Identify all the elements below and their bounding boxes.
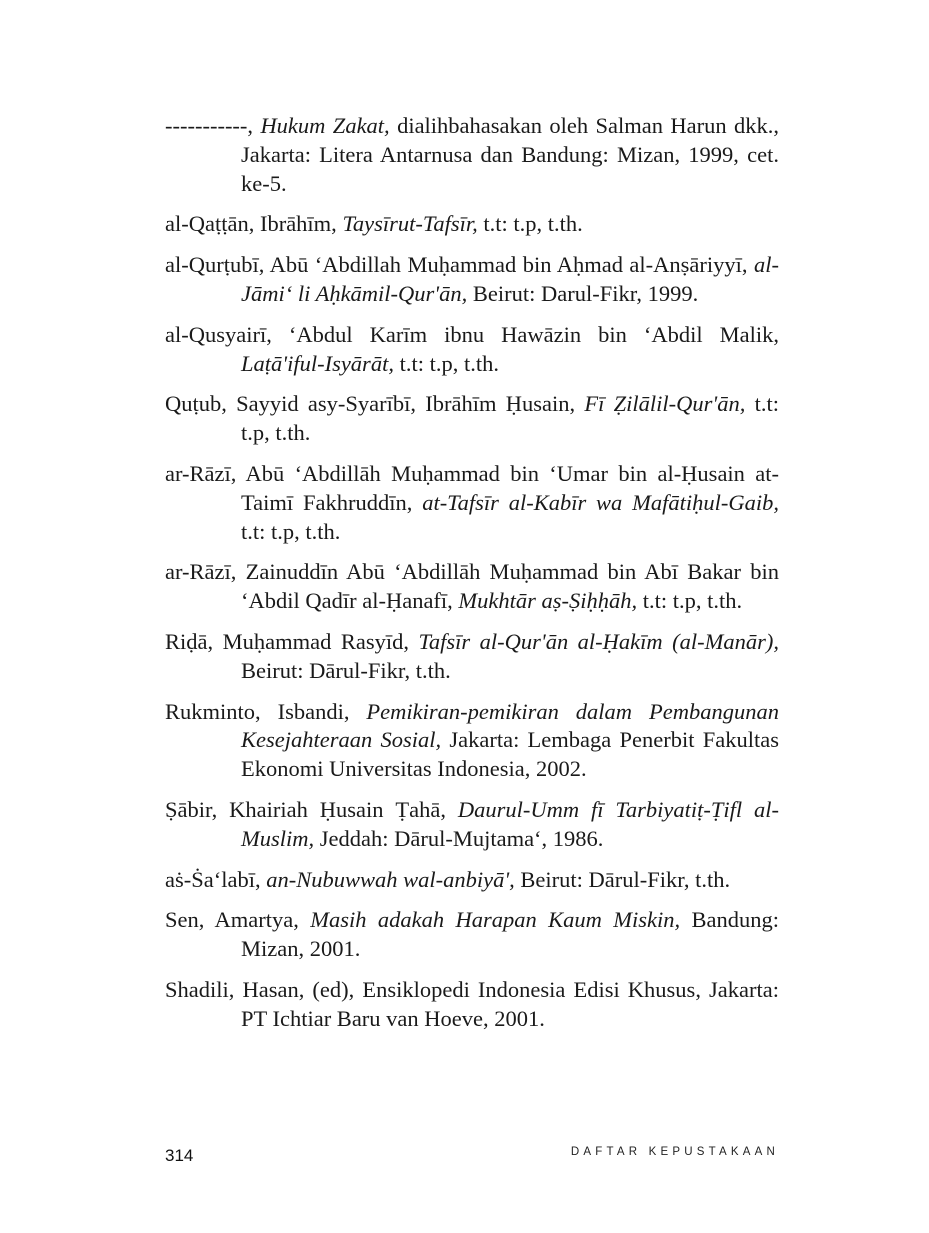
bibliography-entry: [165, 906, 779, 964]
entry-author: Riḍā, Muḥammad Rasyīd,: [165, 628, 419, 654]
entry-publication: Beirut: Darul-Fikr, 1999.: [467, 280, 699, 306]
entry-title: an-Nubuwwah wal-anbiyā',: [266, 866, 515, 892]
bibliography-entry: [165, 628, 779, 686]
entry-author: ar-Rāzī, Abū ‘Abdillāh Muḥammad bin ‘Umar bin al-Ḥusain at-Taimī Fakhruddīn,: [165, 460, 779, 515]
bibliography-entry: [165, 210, 779, 239]
entry-title: Pemikiran-pemikiran dalam Pembangunan Kesejahteraan Sosial,: [241, 698, 779, 753]
entry-publication: Beirut: Dārul-Fikr, t.th.: [514, 866, 731, 892]
bibliography-entry: [165, 112, 779, 198]
entry-author: Shadili, Hasan, (ed), Ensiklopedi Indonesia Edisi Khusus, Jakarta: PT Ichtiar Baru van Hoeve, 2001.: [165, 976, 779, 1031]
bibliography-entry: [165, 321, 779, 379]
entry-publication: dialihbahasakan oleh Salman Harun dkk., Jakarta: Litera Antarnusa dan Bandung: Mizan, 1999, cet. ke-5.: [241, 113, 779, 196]
entry-title: Tafsīr al-Qur'ān al-Ḥakīm (al-Manār),: [418, 628, 779, 654]
bibliography-entry: [165, 390, 779, 448]
bibliography-list: [165, 112, 779, 1046]
bibliography-entry: [165, 251, 779, 309]
running-footer-title: DAFTAR KEPUSTAKAAN: [570, 1146, 779, 1158]
entry-title: Fī Ẓilālil-Qur'ān,: [584, 391, 746, 417]
entry-publication: t.t: t.p, t.th.: [477, 211, 583, 237]
entry-title: at-Tafsīr al-Kabīr wa Mafātiḥul-Gaib,: [422, 489, 779, 515]
entry-author: Rukminto, Isbandi,: [165, 698, 367, 724]
entry-title: Hukum Zakat,: [260, 113, 390, 138]
bibliography-entry: [165, 866, 779, 895]
entry-publication: Beirut: Dārul-Fikr, t.th.: [241, 657, 451, 683]
entry-publication: Jeddah: Dārul-Mujtama‘, 1986.: [314, 825, 604, 851]
entry-title: al-Jāmi‘ li Aḥkāmil-Qur'ān,: [241, 252, 779, 306]
entry-author: Quṭub, Sayyid asy-Syarībī, Ibrāhīm Ḥusain,: [165, 391, 585, 417]
page-number: 314: [165, 1146, 194, 1165]
entry-title: Mukhtār aṣ-Ṣiḥḥāh,: [458, 588, 638, 614]
bibliography-entry: [165, 558, 779, 616]
bibliography-entry: [165, 976, 779, 1034]
entry-publication: t.t: t.p, t.th.: [241, 391, 779, 446]
entry-author: Sen, Amartya,: [165, 907, 311, 933]
entry-title: Masih adakah Harapan Kaum Miskin,: [310, 907, 681, 933]
entry-publication: t.t: t.p, t.th.: [393, 350, 499, 376]
bibliography-entry: [165, 460, 779, 546]
entry-author: aṡ-Ṡa‘labī,: [165, 866, 267, 892]
entry-author: -----------,: [165, 113, 261, 138]
entry-title: Taysīrut-Tafsīr,: [342, 211, 478, 237]
entry-publication: t.t: t.p, t.th.: [241, 518, 341, 544]
entry-author: al-Qusyairī, ‘Abdul Karīm ibnu Hawāzin bin ‘Abdil Malik,: [165, 321, 779, 347]
entry-publication: t.t: t.p, t.th.: [637, 588, 743, 614]
entry-publication: Bandung: Mizan, 2001.: [241, 907, 779, 962]
bibliography-entry: [165, 796, 779, 854]
entry-title: Daurul-Umm fī Tarbiyatiṭ-Ṭifl al-Muslim,: [241, 796, 779, 851]
entry-author: Ṣābir, Khairiah Ḥusain Ṭahā,: [165, 796, 458, 822]
entry-author: al-Qaṭṭān, Ibrāhīm,: [165, 211, 343, 237]
entry-publication: Jakarta: Lembaga Penerbit Fakultas Ekonomi Universitas Indonesia, 2002.: [241, 727, 779, 782]
entry-title: Laṭā'iful-Isyārāt,: [241, 350, 394, 376]
bibliography-entry: [165, 698, 779, 784]
entry-author: al-Qurṭubī, Abū ‘Abdillah Muḥammad bin Aḥmad al-Anṣāriyyī,: [165, 252, 754, 278]
entry-author: ar-Rāzī, Zainuddīn Abū ‘Abdillāh Muḥammad bin Abī Bakar bin ‘Abdil Qadīr al-Ḥanafī,: [165, 559, 779, 614]
